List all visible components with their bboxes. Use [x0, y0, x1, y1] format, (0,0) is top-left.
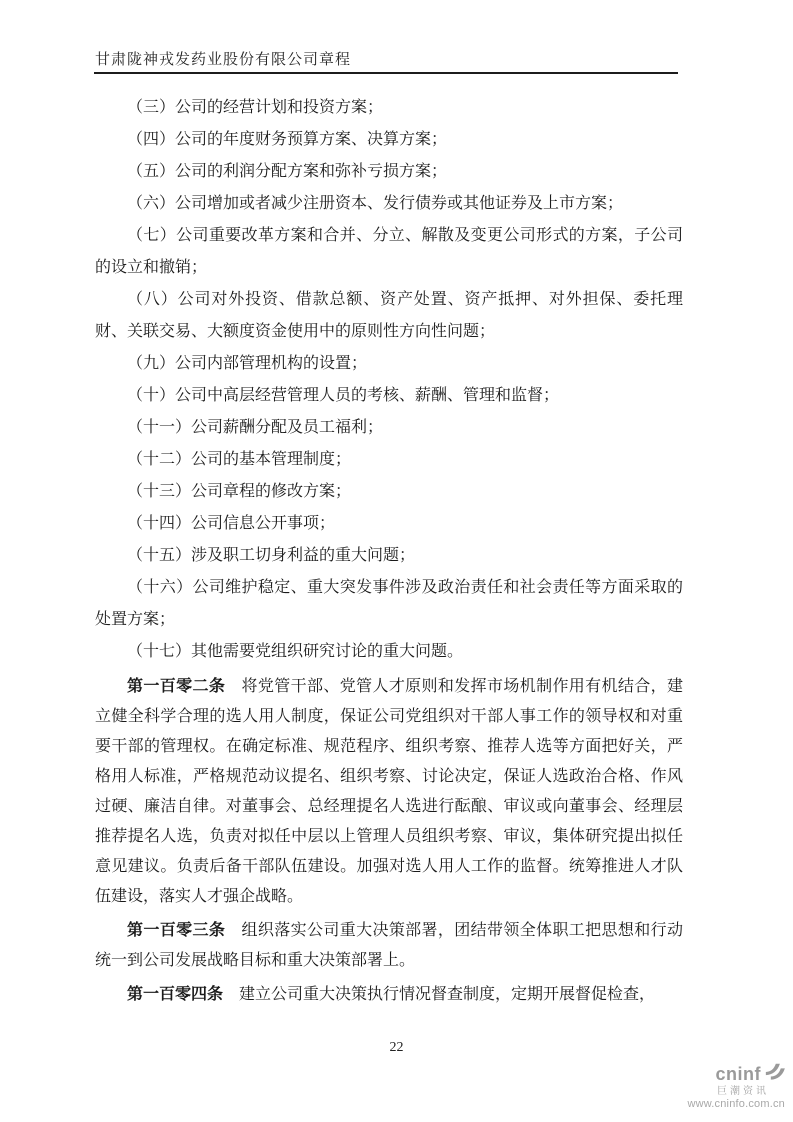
header-divider	[94, 72, 678, 74]
charter-item-paragraph: （十二）公司的基本管理制度；	[127, 451, 352, 468]
document-body	[95, 92, 683, 1010]
charter-item-paragraph: （十）公司中高层经营管理人员的考核、薪酬、管理和监督；	[127, 387, 560, 404]
cninfo-swirl-icon	[763, 1062, 785, 1085]
charter-item-paragraph: （十五）涉及职工切身利益的重大问题；	[127, 547, 416, 564]
charter-item-paragraph: （十三）公司章程的修改方案；	[127, 483, 352, 500]
cninfo-logo-text: cninf	[715, 1063, 761, 1084]
charter-item-paragraph: （十一）公司薪酬分配及员工福利；	[127, 419, 384, 436]
charter-item-paragraph: （六）公司增加或者减少注册资本、发行债券或其他证券及上市方案；	[127, 195, 624, 212]
cninfo-logo-caption: 巨潮资讯	[717, 1086, 769, 1097]
charter-item-paragraph: （七）公司重要改革方案和合并、分立、解散及变更公司形式的方案，子公司的设立和撤销；	[95, 227, 683, 276]
charter-item-paragraph: （三）公司的经营计划和投资方案；	[127, 99, 384, 116]
charter-item-paragraph: （十四）公司信息公开事项；	[127, 515, 336, 532]
charter-article-paragraph: 第一百零二条 将党管干部、党管人才原则和发挥市场机制作用有机结合，建立健全科学合理的选人用人制度，保证公司党组织对干部人事工作的领导权和对重要干部的管理权。在确定标准、规范程序、组织考察、推荐人选等方面把好关，严格用人标准，严格规范动议提名、组织考察、讨论决定，保证人选政治合格、作风过硬、廉洁自律。对董事会、总经理提名人选进行酝酿、审议或向董事会、经理层推荐提名人选，负责对拟任中层以上管理人员组织考察、审议，集体研究提出拟任意见建议。负责后备干部队伍建设。加强对选人用人工作的监督。统筹推进人才队伍建设，落实人才强企战略。	[95, 678, 683, 905]
page-header	[95, 48, 679, 75]
cninfo-logo-brand-row	[669, 1062, 785, 1085]
document-header-title: 甘肃陇神戎发药业股份有限公司章程	[95, 52, 352, 68]
charter-item-paragraph: （五）公司的利润分配方案和弥补亏损方案；	[127, 163, 448, 180]
article-number: 第一百零三条	[127, 922, 226, 939]
article-number: 第一百零二条	[127, 678, 226, 695]
charter-item-paragraph: （八）公司对外投资、借款总额、资产处置、资产抵押、对外担保、委托理财、关联交易、大额度资金使用中的原则性方向性问题；	[95, 291, 683, 340]
charter-item-paragraph: （九）公司内部管理机构的设置；	[127, 355, 368, 372]
page-number: 22	[389, 1040, 404, 1055]
charter-item-paragraph: （四）公司的年度财务预算方案、决算方案；	[127, 131, 448, 148]
article-number: 第一百零四条	[127, 986, 224, 1003]
cninfo-logo	[669, 1062, 789, 1110]
charter-article-paragraph: 第一百零四条 建立公司重大决策执行情况督查制度，定期开展督促检查，	[127, 986, 656, 1003]
cninfo-logo-url: www.cninfo.com.cn	[687, 1098, 785, 1110]
charter-article-paragraph: 第一百零三条 组织落实公司重大决策部署，团结带领全体职工把思想和行动统一到公司发展战略目标和重大决策部署上。	[95, 922, 683, 969]
charter-item-paragraph: （十七）其他需要党组织研究讨论的重大问题。	[127, 643, 464, 660]
charter-item-paragraph: （十六）公司维护稳定、重大突发事件涉及政治责任和社会责任等方面采取的处置方案；	[95, 579, 683, 628]
